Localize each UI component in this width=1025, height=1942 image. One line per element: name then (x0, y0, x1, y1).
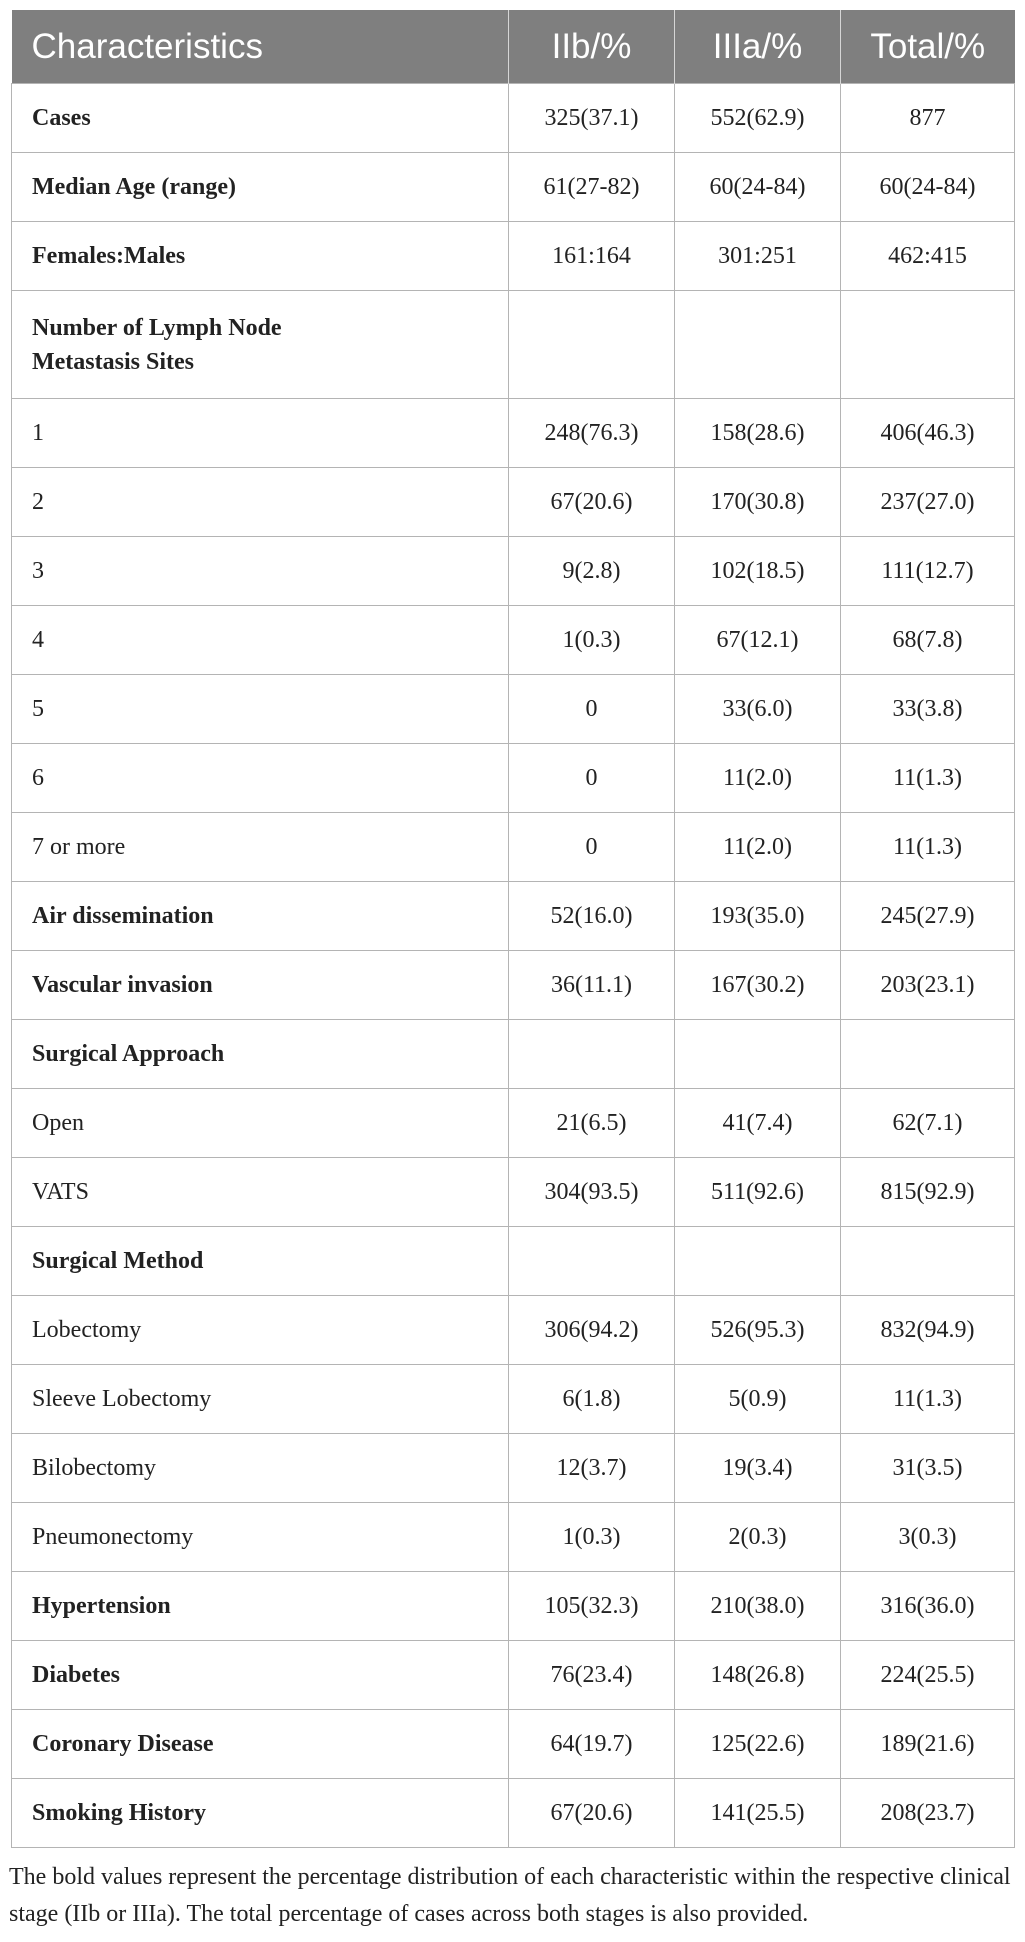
row-label: Lobectomy (12, 1296, 509, 1365)
row-label: Females:Males (12, 222, 509, 291)
cell-iiia: 511(92.6) (675, 1158, 841, 1227)
table-row (12, 951, 1015, 1020)
cell-iib: 36(11.1) (509, 951, 675, 1020)
table-row (12, 744, 1015, 813)
table-row (12, 813, 1015, 882)
cell-iiia: 210(38.0) (675, 1572, 841, 1641)
row-label: 1 (12, 399, 509, 468)
cell-iiia: 301:251 (675, 222, 841, 291)
table-row (12, 84, 1015, 153)
cell-iib: 6(1.8) (509, 1365, 675, 1434)
row-label: 7 or more (12, 813, 509, 882)
row-label: Number of Lymph Node Metastasis Sites (12, 291, 509, 399)
cell-total: 33(3.8) (841, 675, 1015, 744)
cell-iib: 0 (509, 744, 675, 813)
cell-iib: 64(19.7) (509, 1710, 675, 1779)
cell-iiia: 167(30.2) (675, 951, 841, 1020)
cell-iiia: 41(7.4) (675, 1089, 841, 1158)
row-label: Open (12, 1089, 509, 1158)
row-label: Smoking History (12, 1779, 509, 1848)
cell-total: 60(24-84) (841, 153, 1015, 222)
row-label: Air dissemination (12, 882, 509, 951)
cell-iiia: 102(18.5) (675, 537, 841, 606)
cell-iib: 76(23.4) (509, 1641, 675, 1710)
cell-iib: 12(3.7) (509, 1434, 675, 1503)
header-characteristics: Characteristics (12, 10, 509, 84)
row-label: 2 (12, 468, 509, 537)
table-row (12, 468, 1015, 537)
cell-iib (509, 1227, 675, 1296)
cell-iib: 304(93.5) (509, 1158, 675, 1227)
table-row (12, 1020, 1015, 1089)
table-container (11, 10, 1014, 1848)
cell-total: 832(94.9) (841, 1296, 1015, 1365)
cell-total: 11(1.3) (841, 744, 1015, 813)
cell-iib: 1(0.3) (509, 606, 675, 675)
row-label: Coronary Disease (12, 1710, 509, 1779)
cell-total: 62(7.1) (841, 1089, 1015, 1158)
table-body (12, 84, 1015, 1848)
header-iiia: IIIa/% (675, 10, 841, 84)
cell-iiia (675, 1227, 841, 1296)
table-row (12, 291, 1015, 399)
cell-total (841, 1020, 1015, 1089)
cell-total: 189(21.6) (841, 1710, 1015, 1779)
row-label: Cases (12, 84, 509, 153)
row-label: 6 (12, 744, 509, 813)
header-total: Total/% (841, 10, 1015, 84)
cell-iiia: 170(30.8) (675, 468, 841, 537)
cell-iiia: 552(62.9) (675, 84, 841, 153)
cell-total: 31(3.5) (841, 1434, 1015, 1503)
cell-iib: 61(27-82) (509, 153, 675, 222)
row-label: 3 (12, 537, 509, 606)
table-footnote: The bold values represent the percentage distribution of each characteristic within the respective clinical stage (IIb or IIIa). The total percentage of cases across both stages is also provided. (9, 1864, 1011, 1927)
cell-iiia: 11(2.0) (675, 813, 841, 882)
cell-iib: 325(37.1) (509, 84, 675, 153)
cell-total: 224(25.5) (841, 1641, 1015, 1710)
table-row (12, 1296, 1015, 1365)
table-row (12, 1227, 1015, 1296)
cell-iiia: 33(6.0) (675, 675, 841, 744)
cell-iiia: 125(22.6) (675, 1710, 841, 1779)
cell-iiia: 5(0.9) (675, 1365, 841, 1434)
cell-iib: 52(16.0) (509, 882, 675, 951)
cell-iib: 0 (509, 813, 675, 882)
table-row (12, 399, 1015, 468)
cell-total: 245(27.9) (841, 882, 1015, 951)
characteristics-table (11, 10, 1015, 1848)
table-row (12, 1365, 1015, 1434)
row-label: Sleeve Lobectomy (12, 1365, 509, 1434)
cell-iib (509, 1020, 675, 1089)
cell-iib: 306(94.2) (509, 1296, 675, 1365)
cell-total: 11(1.3) (841, 1365, 1015, 1434)
table-row (12, 675, 1015, 744)
cell-iib: 248(76.3) (509, 399, 675, 468)
table-row (12, 1503, 1015, 1572)
row-label: Vascular invasion (12, 951, 509, 1020)
table-row (12, 1641, 1015, 1710)
table-row (12, 537, 1015, 606)
cell-iiia: 158(28.6) (675, 399, 841, 468)
cell-iiia: 60(24-84) (675, 153, 841, 222)
cell-total: 68(7.8) (841, 606, 1015, 675)
cell-total: 815(92.9) (841, 1158, 1015, 1227)
cell-total: 237(27.0) (841, 468, 1015, 537)
cell-iiia: 11(2.0) (675, 744, 841, 813)
cell-iib: 67(20.6) (509, 1779, 675, 1848)
cell-iiia: 148(26.8) (675, 1641, 841, 1710)
table-row (12, 1710, 1015, 1779)
row-label: Surgical Approach (12, 1020, 509, 1089)
cell-iiia: 526(95.3) (675, 1296, 841, 1365)
table-row (12, 222, 1015, 291)
table-row (12, 1572, 1015, 1641)
cell-total (841, 291, 1015, 399)
cell-iib: 1(0.3) (509, 1503, 675, 1572)
table-header-row (12, 10, 1015, 84)
table-row (12, 1434, 1015, 1503)
cell-iib: 0 (509, 675, 675, 744)
row-label: Median Age (range) (12, 153, 509, 222)
cell-total: 203(23.1) (841, 951, 1015, 1020)
cell-total: 111(12.7) (841, 537, 1015, 606)
cell-iiia: 19(3.4) (675, 1434, 841, 1503)
table-row (12, 153, 1015, 222)
row-label: 5 (12, 675, 509, 744)
table-row (12, 882, 1015, 951)
cell-total: 877 (841, 84, 1015, 153)
cell-iiia: 2(0.3) (675, 1503, 841, 1572)
cell-total: 208(23.7) (841, 1779, 1015, 1848)
row-label: 4 (12, 606, 509, 675)
row-label: Surgical Method (12, 1227, 509, 1296)
table-row (12, 606, 1015, 675)
cell-iib: 9(2.8) (509, 537, 675, 606)
cell-iib: 67(20.6) (509, 468, 675, 537)
cell-total: 11(1.3) (841, 813, 1015, 882)
cell-total: 3(0.3) (841, 1503, 1015, 1572)
cell-iib: 161:164 (509, 222, 675, 291)
cell-iib: 21(6.5) (509, 1089, 675, 1158)
row-label: Bilobectomy (12, 1434, 509, 1503)
header-iib: IIb/% (509, 10, 675, 84)
cell-total (841, 1227, 1015, 1296)
cell-iiia: 141(25.5) (675, 1779, 841, 1848)
table-row (12, 1089, 1015, 1158)
cell-iiia: 67(12.1) (675, 606, 841, 675)
row-label: VATS (12, 1158, 509, 1227)
cell-iiia: 193(35.0) (675, 882, 841, 951)
cell-iib: 105(32.3) (509, 1572, 675, 1641)
cell-total: 406(46.3) (841, 399, 1015, 468)
row-label: Hypertension (12, 1572, 509, 1641)
table-row (12, 1779, 1015, 1848)
table-row (12, 1158, 1015, 1227)
cell-total: 316(36.0) (841, 1572, 1015, 1641)
cell-iiia (675, 291, 841, 399)
row-label: Diabetes (12, 1641, 509, 1710)
row-label: Pneumonectomy (12, 1503, 509, 1572)
cell-iiia (675, 1020, 841, 1089)
cell-total: 462:415 (841, 222, 1015, 291)
cell-iib (509, 291, 675, 399)
